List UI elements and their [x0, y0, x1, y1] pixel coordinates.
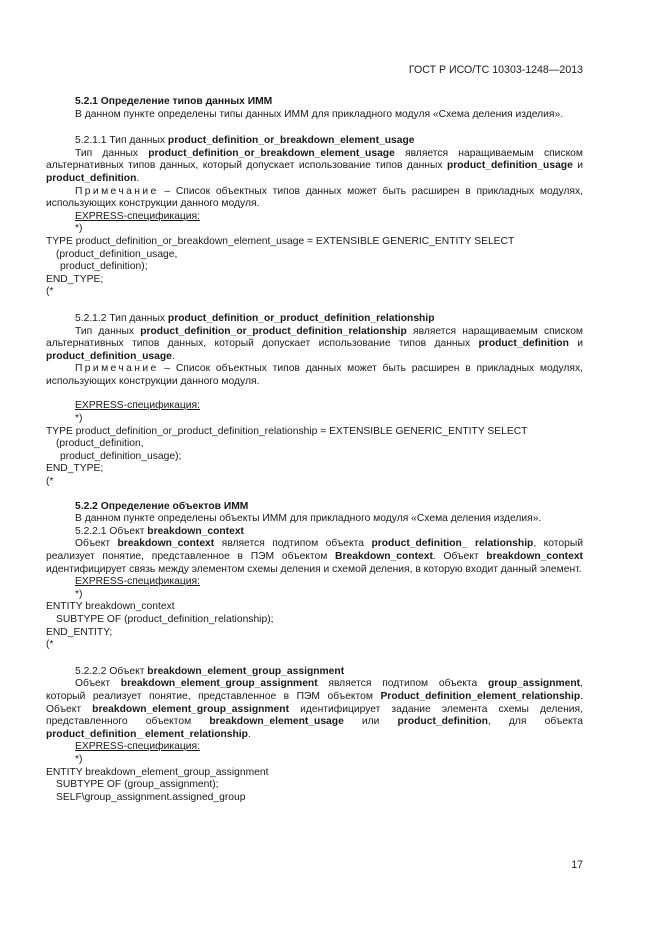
section-heading-5-2-2: 5.2.2 Определение объектов ИММ: [75, 500, 249, 512]
section-heading-5-2-1: 5.2.1 Определение типов данных ИММ: [75, 96, 273, 107]
code-line: product_definition_usage);: [60, 450, 182, 462]
code-line: SUBTYPE OF (group_assignment);: [56, 779, 219, 791]
code-line: *): [75, 588, 83, 600]
note-5-2-1-2: Примечание – Список объектных типов данных может быть расширен в прикладных модулях, использующих конструкции данного модуля.: [46, 363, 583, 387]
express-label: EXPRESS-спецификация:: [75, 741, 200, 753]
express-label: EXPRESS-спецификация:: [75, 210, 200, 222]
code-line: SELF\group_assignment.assigned_group: [56, 791, 246, 803]
code-line: (product_definition,: [56, 438, 144, 450]
code-line: (*: [46, 286, 54, 298]
code-line: TYPE product_definition_or_product_definition_relationship = EXTENSIBLE GENERIC_ENTITY SELECT: [46, 425, 528, 437]
code-line: *): [75, 413, 83, 425]
section-text-5-2-1: В данном пункте определены типы данных ИММ для прикладного модуля «Схема деления изделия».: [75, 108, 564, 120]
subsection-text-5-2-1-1: Тип данных product_definition_or_breakdown_element_usage является наращиваемым списком альтернативных типов данных, который допускает использование типов данных product_definition_usage и product_definition.: [46, 147, 583, 184]
subsection-title-5-2-1-2: 5.2.1.2 Тип данных product_definition_or_product_definition_relationship: [75, 312, 435, 324]
code-line: TYPE product_definition_or_breakdown_element_usage = EXTENSIBLE GENERIC_ENTITY SELECT: [46, 235, 515, 247]
code-line: ENTITY breakdown_context: [46, 601, 175, 613]
express-label: EXPRESS-спецификация:: [75, 576, 200, 588]
note-5-2-1-1: Примечание – Список объектных типов данных может быть расширен в прикладных модулях, использующих конструкции данного модуля.: [46, 185, 583, 210]
code-line: product_definition);: [60, 261, 148, 273]
code-line: ENTITY breakdown_element_group_assignment: [46, 766, 269, 778]
code-line: (product_definition_usage,: [56, 248, 178, 260]
subsection-text-5-2-1-2: Тип данных product_definition_or_product_definition_relationship является наращиваемым списком альтернативных типов данных, который допускает использование типов данных product_definition и product_definition_usage.: [46, 325, 583, 362]
subsection-title-5-2-2-1: 5.2.2.1 Объект breakdown_context: [75, 525, 244, 537]
code-line: (*: [46, 476, 54, 488]
subsection-title-5-2-2-2: 5.2.2.2 Объект breakdown_element_group_assignment: [75, 665, 345, 677]
code-line: (*: [46, 639, 54, 651]
express-label: EXPRESS-спецификация:: [75, 400, 200, 412]
subsection-text-5-2-2-1: Объект breakdown_context является подтипом объекта product_definition_ relationship, который реализует понятие, представленное в ПЭМ объектом Breakdown_context. Объект breakdown_context идентифицирует связь между элементом схемы деления и схемой деления, в которую входит данный элемент.: [46, 538, 583, 575]
code-line: END_TYPE;: [46, 273, 104, 285]
page-number: 17: [571, 859, 583, 871]
subsection-text-5-2-2-2: Объект breakdown_element_group_assignment является подтипом объекта group_assignment, который реализует понятие, представленное в ПЭМ объектом Product_definition_element_relationship. Объект breakdown_element_group_assignment идентифицирует задание элемента схемы деления, представленного объектом breakdown_element_usage или product_definition, для объекта product_definition_ element_relationship.: [46, 678, 583, 740]
subsection-title-5-2-1-1: 5.2.1.1 Тип данных product_definition_or_breakdown_element_usage: [75, 135, 415, 147]
section-text-5-2-2: В данном пункте определены объекты ИММ для прикладного модуля «Схема деления изделия».: [75, 513, 542, 525]
standard-header: ГОСТ Р ИСО/ТС 10303-1248—2013: [408, 64, 583, 76]
code-line: *): [75, 223, 83, 235]
code-line: END_TYPE;: [46, 463, 104, 475]
page-content: [46, 96, 583, 804]
code-line: SUBTYPE OF (product_definition_relationship);: [56, 613, 274, 625]
code-line: *): [75, 753, 83, 765]
code-line: END_ENTITY;: [46, 626, 113, 638]
